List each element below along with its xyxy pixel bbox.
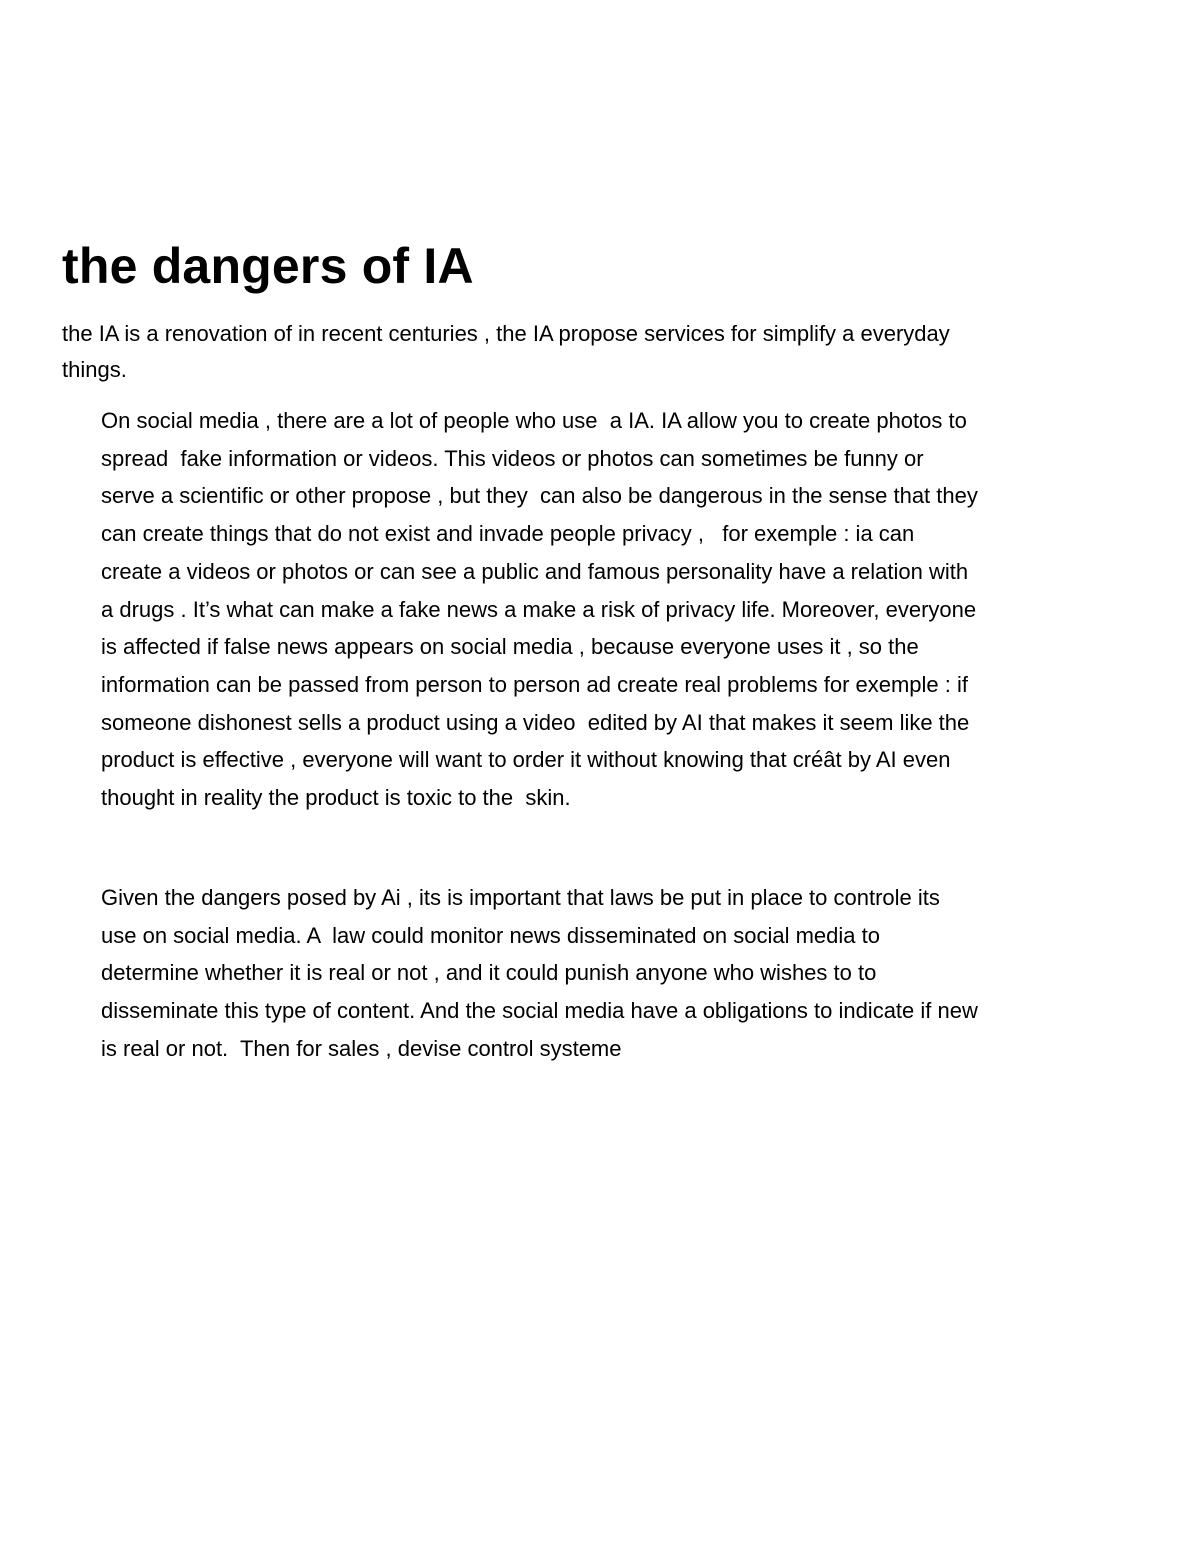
paragraph-line: can create things that do not exist and invade people privacy , for exemple : ia can [101, 521, 915, 547]
paragraph-line: spread fake information or videos. This videos or photos can sometimes be funny or [101, 445, 924, 471]
paragraph-line: information can be passed from person to person ad create real problems for exemple : if [101, 671, 969, 697]
paragraph-line: is affected if false news appears on social media , because everyone uses it , so the [101, 634, 919, 660]
paragraph-line: determine whether it is real or not , and it could punish anyone who wishes to to [101, 960, 877, 986]
paragraph-line: someone dishonest sells a product using a video edited by AI that makes it seem like the [101, 709, 970, 735]
paragraph-line: product is effective , everyone will want to order it without knowing that créât by AI even [101, 747, 951, 773]
paragraph-line: Given the dangers posed by Ai , its is important that laws be put in place to controle its [101, 885, 940, 910]
intro-line: things. [62, 357, 127, 382]
document-title: the dangers of IA [62, 238, 474, 294]
paragraph-line: a drugs . It’s what can make a fake news a make a risk of privacy life. Moreover, everyone [101, 596, 977, 622]
paragraph-line: use on social media. A law could monitor news disseminated on social media to [101, 922, 880, 948]
paragraph-line: create a videos or photos or can see a public and famous personality have a relation with [101, 558, 969, 584]
paragraph-line: thought in reality the product is toxic to the skin. [101, 785, 571, 811]
intro-line: the IA is a renovation of in recent centuries , the IA propose services for simplify a everyday [62, 321, 950, 346]
body-paragraph-2 [101, 879, 1131, 1068]
intro-paragraph [62, 316, 1122, 388]
paragraph-line: serve a scientific or other propose , but they can also be dangerous in the sense that they [101, 483, 978, 509]
paragraph-line: disseminate this type of content. And the social media have a obligations to indicate if new [101, 998, 978, 1024]
paragraph-line: On social media , there are a lot of people who use a IA. IA allow you to create photos to [101, 408, 967, 433]
body-paragraph-1 [101, 402, 1131, 817]
paragraph-line: is real or not. Then for sales , devise control systeme [101, 1035, 622, 1061]
